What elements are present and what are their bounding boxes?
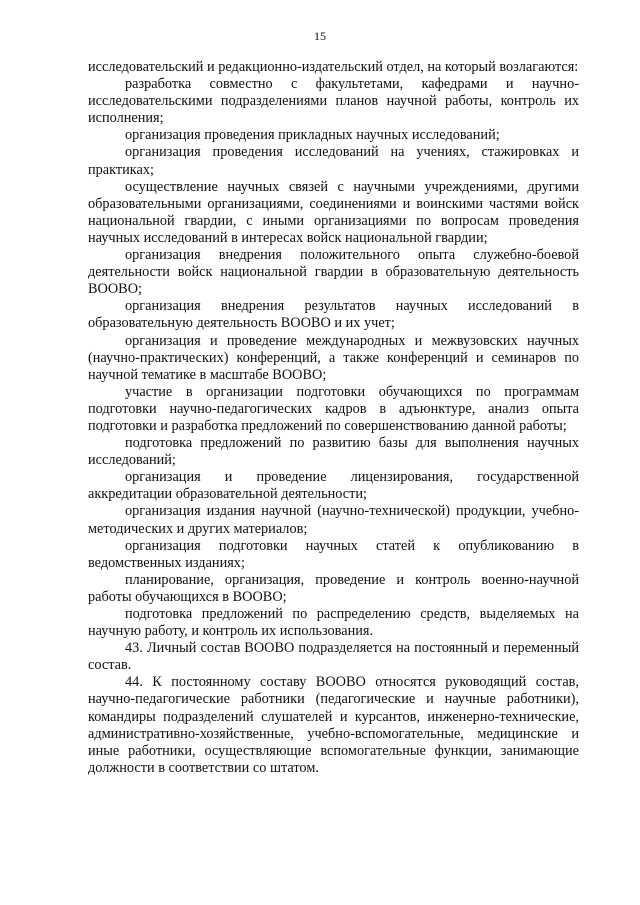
paragraph-duty: подготовка предложений по распределению средств, выделяемых на научную работу, и контроль их использования. xyxy=(88,606,579,640)
paragraph-duty: организация и проведение лицензирования, государственной аккредитации образовательной деятельности; xyxy=(88,469,579,503)
clause-43: 43. Личный состав ВООВО подразделяется на постоянный и переменный состав. xyxy=(88,640,579,674)
paragraph-duty: организация подготовки научных статей к опубликованию в ведомственных изданиях; xyxy=(88,537,579,571)
paragraph-duty: организация проведения прикладных научных исследований; xyxy=(125,127,500,144)
paragraph-duty: организация и проведение международных и межвузовских научных (научно-практических) конференций, а также конференций и семинаров по научной тематике в масштабе ВООВО; xyxy=(88,332,579,383)
page-number: 15 xyxy=(314,29,326,43)
document-body xyxy=(88,59,579,777)
paragraph-duty: осуществление научных связей с научными учреждениями, другими образовательными организациями, соединениями и воинскими частями войск национальной гвардии, с иными организациями по вопросам проведения научных исследований в интересах войск национальной гвардии; xyxy=(88,178,579,246)
paragraph-duty: организация издания научной (научно-технической) продукции, учебно-методических и других материалов; xyxy=(88,503,579,537)
paragraph-duty: организация внедрения результатов научных исследований в образовательную деятельность ВООВО и их учет; xyxy=(88,298,579,332)
paragraph-duty: организация проведения исследований на учениях, стажировках и практиках; xyxy=(88,144,579,178)
clause-44: 44. К постоянному составу ВООВО относятся руководящий состав, научно-педагогические работники (педагогические и научные работники), командиры подразделений слушателей и курсантов, инженерно-технические, административно-хозяйственные, учебно-вспомогательные, медицинские и иные работники, осуществляющие вспомогательные функции, занимающие должности в соответствии со штатом. xyxy=(88,674,579,776)
paragraph-duty: планирование, организация, проведение и контроль военно-научной работы обучающихся в ВООВО; xyxy=(88,571,579,605)
paragraph-duty: участие в организации подготовки обучающихся по программам подготовки научно-педагогических кадров в адъюнктуре, анализ опыта подготовки и разработка предложений по совершенствованию данной работы; xyxy=(88,383,579,434)
paragraph-duty: разработка совместно с факультетами, кафедрами и научно-исследовательскими подразделениями планов научной работы, контроль их исполнения; xyxy=(88,76,579,127)
paragraph-duty: подготовка предложений по развитию базы для выполнения научных исследований; xyxy=(88,435,579,469)
paragraph-duty: организация внедрения положительного опыта служебно-боевой деятельности войск национальной гвардии в образовательную деятельность ВООВО; xyxy=(88,247,579,298)
paragraph-continuation: исследовательский и редакционно-издательский отдел, на который возлагаются: xyxy=(88,59,579,75)
